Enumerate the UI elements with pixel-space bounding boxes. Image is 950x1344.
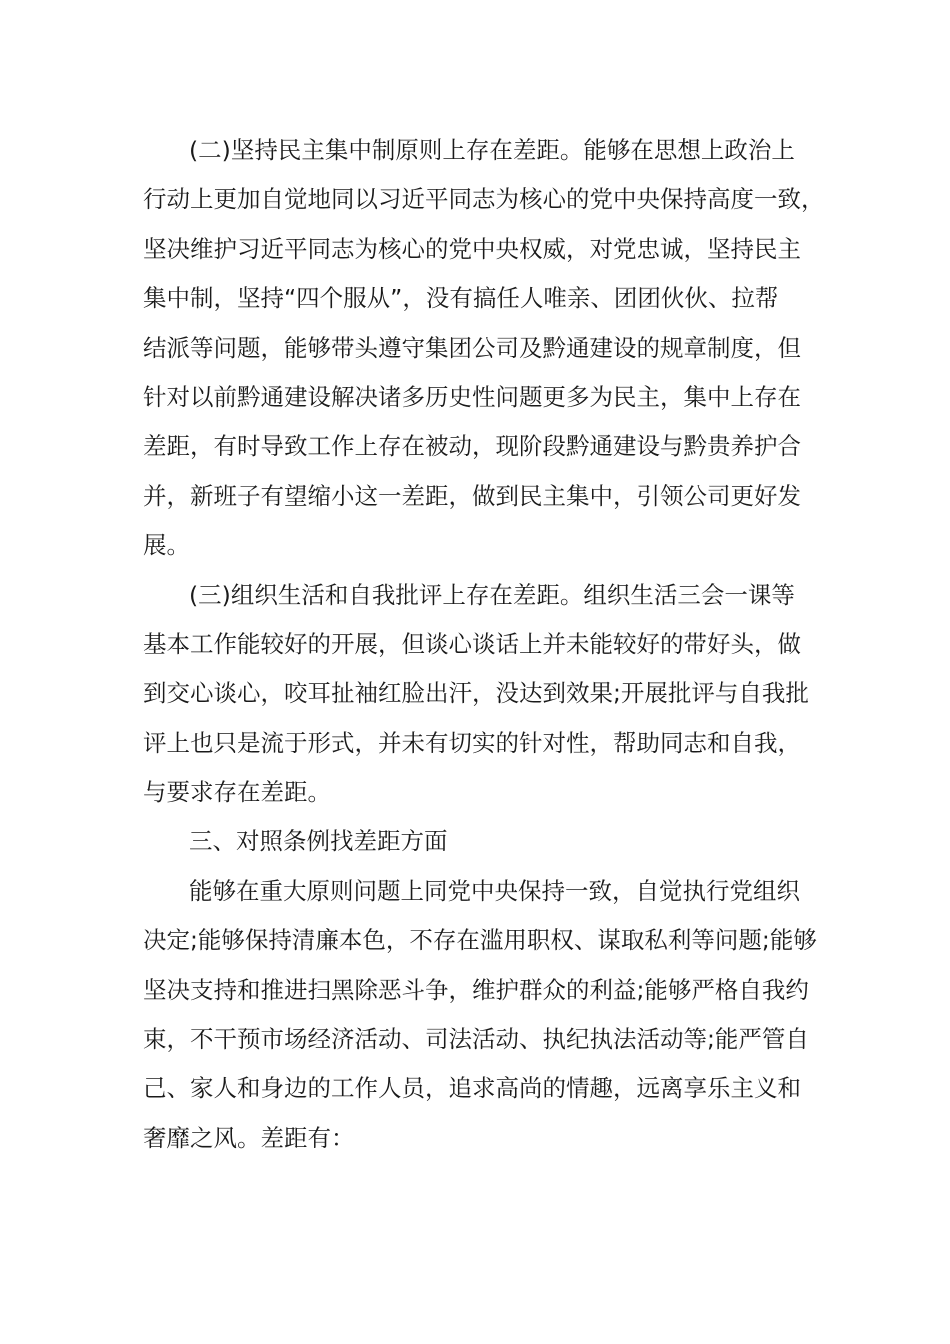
- text-line: 决定;能够保持清廉本色，不存在滥用职权、谋取私利等问题;能够: [143, 926, 817, 955]
- text-line: (三)组织生活和自我批评上存在差距。组织生活三会一课等: [189, 580, 795, 609]
- text-line: 结派等问题，能够带头遵守集团公司及黔通建设的规章制度，但: [143, 333, 801, 362]
- text-line: 到交心谈心，咬耳扯袖红脸出汗，没达到效果;开展批评与自我批: [143, 679, 809, 708]
- text-line: 集中制，坚持“四个服从”，没有搞任人唯亲、团团伙伙、拉帮: [143, 284, 779, 313]
- text-line: 束，不干预市场经济活动、司法活动、执纪执法活动等;能严管自: [143, 1025, 809, 1054]
- section-heading: [143, 817, 793, 866]
- text-line: 己、家人和身边的工作人员，追求高尚的情趣，远离享乐主义和: [143, 1074, 801, 1103]
- text-line: 奢靡之风。差距有：: [143, 1123, 355, 1152]
- text-line: 能够在重大原则问题上同党中央保持一致，自觉执行党组织: [189, 876, 800, 905]
- text-line: 行动上更加自觉地同以习近平同志为核心的党中央保持高度一致，: [143, 185, 825, 214]
- text-line: 基本工作能较好的开展，但谈心谈话上并未能较好的带好头，做: [143, 629, 801, 658]
- text-line: 坚决维护习近平同志为核心的党中央权威，对党忠诚，坚持民主: [143, 234, 801, 263]
- text-line: 评上也只是流于形式，并未有切实的针对性，帮助同志和自我，: [143, 728, 801, 757]
- text-line: 差距，有时导致工作上存在被动，现阶段黔通建设与黔贵养护合: [143, 432, 801, 461]
- text-line: 针对以前黔通建设解决诸多历史性问题更多为民主，集中上存在: [143, 382, 801, 411]
- text-line: 坚决支持和推进扫黑除恶斗争，维护群众的利益;能够严格自我约: [143, 975, 809, 1004]
- paragraph-democratic-centralism: [143, 126, 825, 571]
- paragraph-organizational-life: [143, 571, 809, 818]
- text-line: 展。: [143, 531, 190, 560]
- paragraph-regulations-comparison: [143, 867, 817, 1163]
- text-line: 并，新班子有望缩小这一差距，做到民主集中，引领公司更好发: [143, 481, 801, 510]
- heading-text: 三、对照条例找差距方面: [189, 827, 448, 856]
- text-line: 与要求存在差距。: [143, 778, 331, 807]
- text-line: (二)坚持民主集中制原则上存在差距。能够在思想上政治上: [189, 136, 795, 164]
- document-body: [143, 126, 825, 1163]
